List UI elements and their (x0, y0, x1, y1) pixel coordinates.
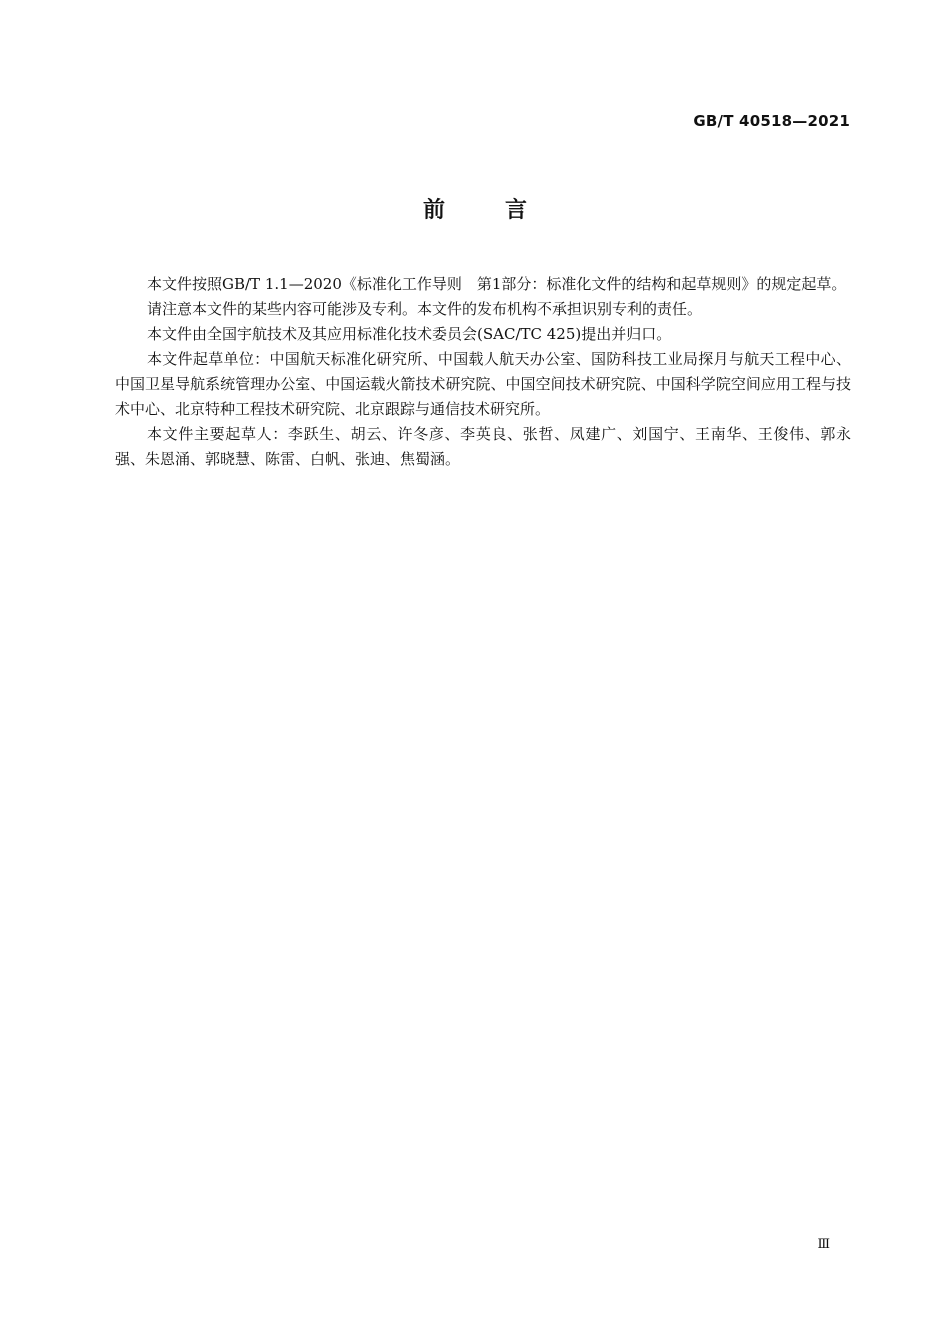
page-title-part1: 前 (422, 198, 445, 223)
preface-body (115, 272, 851, 472)
page-title-part2: 言 (505, 198, 528, 223)
standard-code: GB/T 40518—2021 (693, 112, 850, 130)
paragraph-drafters: 本文件主要起草人：李跃生、胡云、许冬彦、李英良、张哲、凤建广、刘国宁、王南华、王俊伟、郭永强、朱恩涌、郭晓慧、陈雷、白帆、张迪、焦蜀涵。 (115, 425, 851, 468)
page-title (0, 193, 950, 224)
page-number: Ⅲ (817, 1237, 830, 1252)
paragraph-drafting-rules: 本文件按照GB/T 1.1—2020《标准化工作导则 第1部分：标准化文件的结构和起草规则》的规定起草。 (147, 275, 847, 293)
paragraph-patent-notice: 请注意本文件的某些内容可能涉及专利。本文件的发布机构不承担识别专利的责任。 (147, 300, 703, 318)
paragraph-drafting-units: 本文件起草单位：中国航天标准化研究所、中国载人航天办公室、国防科技工业局探月与航天工程中心、中国卫星导航系统管理办公室、中国运载火箭技术研究院、中国空间技术研究院、中国科学院空间应用工程与技术中心、北京特种工程技术研究院、北京跟踪与通信技术研究所。 (115, 350, 851, 418)
paragraph-proposer: 本文件由全国宇航技术及其应用标准化技术委员会(SAC/TC 425)提出并归口。 (147, 325, 672, 343)
